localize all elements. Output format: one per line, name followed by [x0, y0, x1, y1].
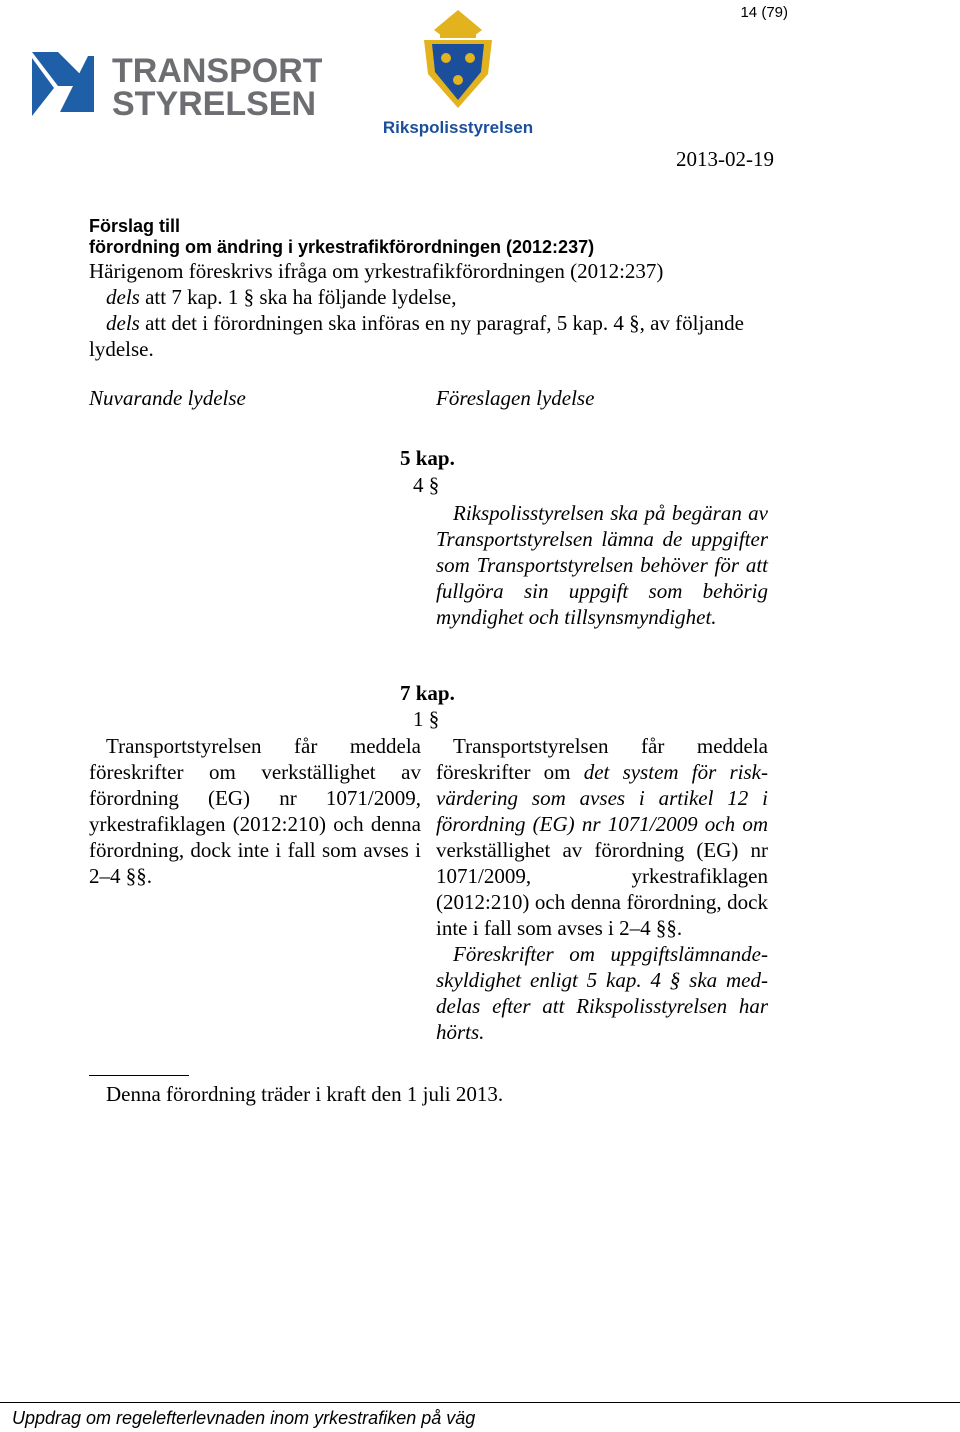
section2-left-text: Transportstyrelsen får meddela föreskrifter om verkställighet av förordning (EG) nr 1071/2009, yrkestrafiklagen (2012:210) och denna förordning, dock inte i fall som avses i 2–4 §§. [89, 734, 421, 888]
paragraph-heading-1: 1 § [413, 707, 440, 731]
left-column-heading: Nuvarande lydelse [89, 386, 246, 410]
intro-text [89, 258, 779, 362]
document-date: 2013-02-19 [676, 147, 774, 171]
intro-line-1: Härigenom föreskrivs ifråga om yrkestrafikförordningen (2012:237) [89, 259, 664, 283]
title-line-2: förordning om ändring i yrkestrafikförordningen (2012:237) [89, 237, 595, 257]
footer-rule [0, 1402, 960, 1403]
logo-text-rikspolisstyrelsen: Rikspolisstyrelsen [382, 118, 534, 137]
footnote-rule [89, 1075, 189, 1076]
entry-into-force: Denna förordning träder i kraft den 1 juli 2013. [106, 1082, 504, 1106]
page-number: 14 (79) [740, 4, 788, 21]
chapter-heading-7: 7 kap. [400, 681, 455, 705]
rikspolisstyrelsen-logo [378, 4, 538, 138]
intro-line-3: dels att det i förordningen ska införas en ny paragraf, 5 kap. 4 §, av följande lydelse. [89, 311, 744, 361]
transportstyrelsen-logo [32, 52, 322, 122]
logo-text-styrelsen: STYRELSEN [112, 85, 317, 122]
footer-text: Uppdrag om regelefterlevnaden inom yrkestrafiken på väg [12, 1408, 476, 1428]
section2-right-text: Transportstyrelsen får meddela föreskrifter om det system för risk-värdering som avses i artikel 12 i förordning (EG) nr 1071/2009 och om verkställighet av förordning (EG) nr 1071/2009, yrkestrafiklagen (2012:210) och denna förordning, dock inte i fall som avses i 2–4 §§. Föreskrifter om uppgiftslämnande-skyldighet enligt 5 kap. 4 § ska med-delas efter att Rikspolisstyrelsen har hörts. [436, 734, 768, 1044]
intro-line-2: dels att 7 kap. 1 § ska ha följande lydelse, [106, 285, 457, 309]
document-title [89, 216, 594, 258]
right-column-heading: Föreslagen lydelse [436, 386, 595, 410]
logo-text-transport: TRANSPORT [112, 52, 322, 90]
title-line-1: Förslag till [89, 216, 181, 236]
chapter-heading-5: 5 kap. [400, 446, 455, 470]
paragraph-heading-4: 4 § [413, 473, 440, 497]
section1-right-text: Rikspolisstyrelsen ska på begäran av Transportstyrelsen lämna de uppgifter som Transportstyrelsen behöver för att fullgöra sin uppgift som behörig myndighet och tillsynsmyndighet. [436, 501, 768, 629]
